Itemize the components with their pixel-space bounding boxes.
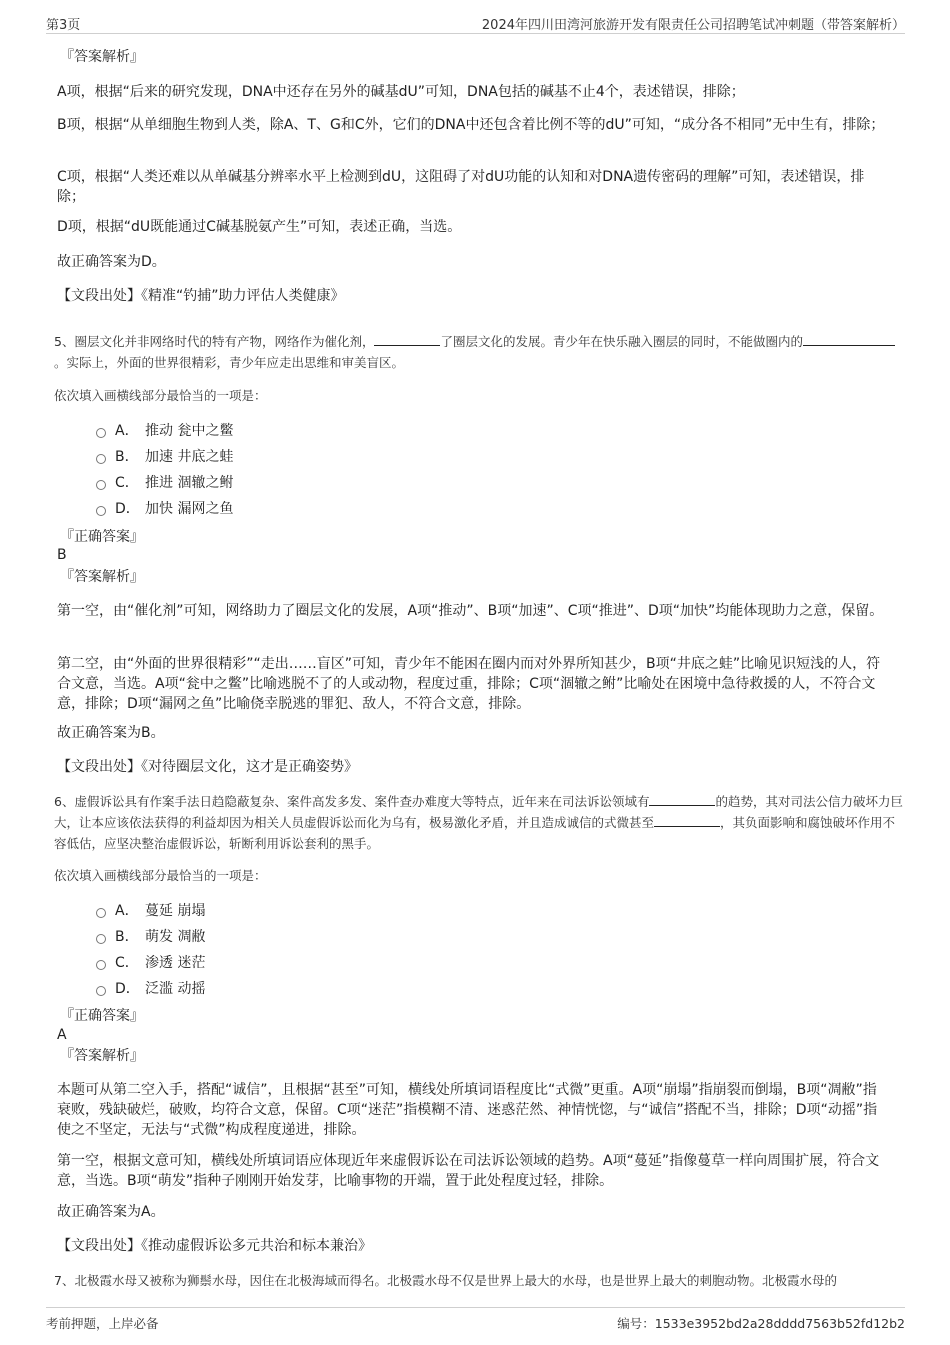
q6-blank-1	[649, 792, 715, 806]
q5-analysis-p1: 第一空，由“催化剂”可知，网络助力了圈层文化的发展，A项“推动”、B项“加速”、C项“推进”、D项“加快”均能体现助力之意，保留。	[57, 603, 884, 619]
q4-analysis-d: D项，根据“dU既能通过C碱基脱氨产生”可知，表述正确，当选。	[57, 219, 462, 235]
q5-analysis-label: 『答案解析』	[60, 569, 144, 585]
header-title: 2024年四川田湾河旅游开发有限责任公司招聘笔试冲刺题（带答案解析）	[481, 18, 905, 33]
page-header	[46, 12, 905, 34]
q6-answer: A	[57, 1027, 67, 1043]
q4-conclusion: 故正确答案为D。	[57, 254, 166, 270]
q5-answer-label: 『正确答案』	[60, 529, 144, 545]
q5-option-a[interactable]	[96, 421, 233, 441]
q5-blank-2	[803, 332, 895, 346]
q5-stem-part3: 。实际上，外面的世界很精彩，青少年应走出思维和审美盲区。	[54, 355, 405, 370]
q6-analysis-p1: 本题可从第二空入手，搭配“诚信”，且根据“甚至”可知，横线处所填词语程度比“式微”更重。A项“崩塌”指崩裂而倒塌，B项“凋敝”指衰败，残缺破烂，破败，均符合文意，保留。C项“迷茫”指模糊不清、迷惑茫然、神情恍惚，与“诚信”搭配不当，排除；D项“动摇”指使之不坚定，无法与“式微”构成程度递进，排除。	[57, 1082, 878, 1138]
q5-stem	[54, 331, 904, 373]
radio-icon[interactable]	[96, 480, 106, 490]
q6-stem-part1: 6、虚假诉讼具有作案手法日趋隐蔽复杂、案件高发多发、案件查办难度大等特点，近年来在司法诉讼领域有	[54, 794, 650, 809]
q4-source: 【文段出处】《精准“钓捕”助力评估人类健康》	[57, 288, 345, 304]
q5-option-b[interactable]	[96, 447, 233, 467]
q6-conclusion: 故正确答案为A。	[57, 1204, 165, 1220]
q5-option-d[interactable]	[96, 499, 233, 519]
option-letter: A．	[115, 423, 139, 439]
document-id: 编号：1533e3952bd2a28dddd7563b52fd12b2	[617, 1316, 905, 1331]
q5-conclusion: 故正确答案为B。	[57, 725, 165, 741]
q5-stem-part2: 了圈层文化的发展。青少年在快乐融入圈层的同时，不能做圈内的	[440, 334, 803, 349]
radio-icon[interactable]	[96, 428, 106, 438]
q4-analysis-c: C项，根据“人类还难以从单碱基分辨率水平上检测到dU，这阻碍了对dU功能的认知和对DNA遗传密码的理解”可知，表述错误，排除；	[57, 169, 865, 205]
q5-analysis-p2: 第二空，由“外面的世界很精彩”“走出……盲区”可知，青少年不能困在圈内而对外界所知甚少，B项“井底之蛙”比喻见识短浅的人，符合文意，当选。A项“瓮中之鳖”比喻逃脱不了的人或动物，程度过重，排除；C项“涸辙之鲋”比喻处在困境中急待救援的人，不符合文意，排除；D项“漏网之鱼”比喻侥幸脱逃的罪犯、敌人，不符合文意，排除。	[57, 656, 881, 712]
q6-analysis-p2: 第一空，根据文意可知，横线处所填词语应体现近年来虚假诉讼在司法诉讼领域的趋势。A项“蔓延”指像蔓草一样向周围扩展，符合文意，当选。B项“萌发”指种子刚刚开始发芽，比喻事物的开端，置于此处程度过轻，排除。	[57, 1153, 880, 1189]
option-text: 推动 瓮中之鳖	[145, 423, 234, 439]
radio-icon[interactable]	[96, 908, 106, 918]
q4-analysis-a: A项，根据“后来的研究发现，DNA中还存在另外的碱基dU”可知，DNA包括的碱基不止4个，表述错误，排除；	[57, 84, 745, 100]
q6-option-a[interactable]	[96, 901, 205, 921]
option-letter: A．	[115, 903, 139, 919]
option-letter: D．	[115, 981, 140, 997]
radio-icon[interactable]	[96, 986, 106, 996]
q5-option-c[interactable]	[96, 473, 233, 493]
q6-option-d[interactable]	[96, 979, 205, 999]
option-letter: D．	[115, 501, 140, 517]
option-letter: C．	[115, 475, 139, 491]
page-number: 第3页	[46, 18, 81, 33]
q4-analysis-b: B项，根据“从单细胞生物到人类，除A、T、G和C外，它们的DNA中还包含着比例不等的dU”可知，“成分各不相同”无中生有，排除；	[57, 117, 885, 133]
q6-stem	[54, 791, 904, 854]
radio-icon[interactable]	[96, 454, 106, 464]
radio-icon[interactable]	[96, 960, 106, 970]
radio-icon[interactable]	[96, 934, 106, 944]
q4-analysis-label: 『答案解析』	[60, 49, 144, 65]
q6-answer-label: 『正确答案』	[60, 1008, 144, 1024]
q5-blank-1	[374, 332, 440, 346]
option-letter: B．	[115, 929, 139, 945]
footer-slogan: 考前押题，上岸必备	[46, 1316, 159, 1331]
q5-answer: B	[57, 547, 67, 563]
q5-prompt: 依次填入画横线部分最恰当的一项是：	[54, 388, 267, 403]
q7-stem: 7、北极霞水母又被称为狮鬃水母，因住在北极海域而得名。北极霞水母不仅是世界上最大的水母，也是世界上最大的刺胞动物。北极霞水母的	[54, 1273, 837, 1288]
q5-stem-part1: 5、圈层文化并非网络时代的特有产物，网络作为催化剂，	[54, 334, 375, 349]
q6-source: 【文段出处】《推动虚假诉讼多元共治和标本兼治》	[57, 1238, 372, 1254]
q5-source: 【文段出处】《对待圈层文化，这才是正确姿势》	[57, 759, 358, 775]
option-text: 渗透 迷茫	[145, 955, 206, 971]
q6-option-c[interactable]	[96, 953, 205, 973]
q6-prompt: 依次填入画横线部分最恰当的一项是：	[54, 868, 267, 883]
option-letter: B．	[115, 449, 139, 465]
option-text: 加快 漏网之鱼	[145, 501, 234, 517]
page-footer	[46, 1307, 905, 1331]
q6-blank-2	[654, 813, 720, 827]
option-letter: C．	[115, 955, 139, 971]
option-text: 萌发 凋敝	[145, 929, 206, 945]
q6-option-b[interactable]	[96, 927, 205, 947]
option-text: 泛滥 动摇	[145, 981, 206, 997]
q6-stem-part2: 的趋势，其对司法公信力破坏力巨大，让本应该依法获得的利益却因为相关人员虚假诉讼而化为乌有，极易激化矛盾，并且造成诚信的式微甚至	[54, 794, 903, 830]
q6-stem-part3: ，其负面影响和腐蚀破坏作用不容低估，应坚决整治虚假诉讼，斩断利用诉讼套利的黑手。	[54, 815, 896, 851]
option-text: 蔓延 崩塌	[145, 903, 206, 919]
option-text: 加速 井底之蛙	[145, 449, 234, 465]
radio-icon[interactable]	[96, 506, 106, 516]
option-text: 推进 涸辙之鲋	[145, 475, 234, 491]
q6-analysis-label: 『答案解析』	[60, 1048, 144, 1064]
